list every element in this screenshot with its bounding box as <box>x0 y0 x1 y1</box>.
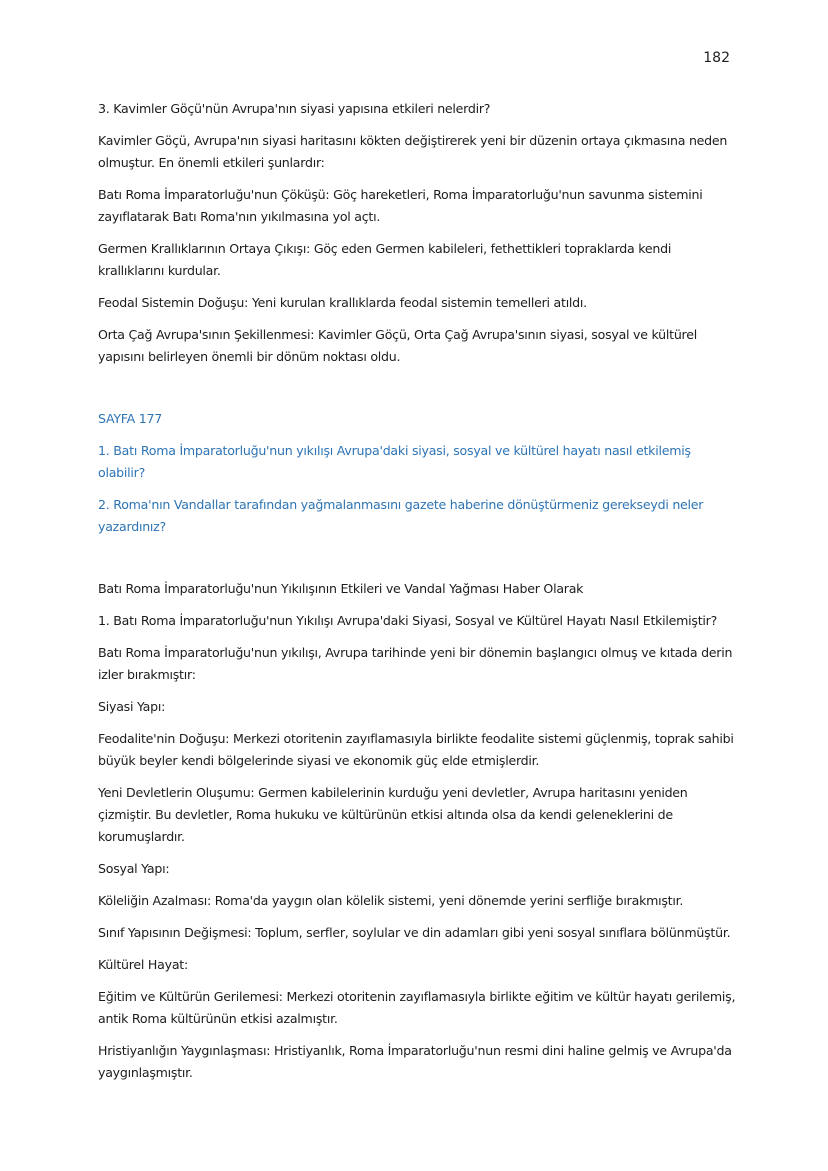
point-feodalite: Feodalite'nin Doğuşu: Merkezi otoritenin zayıflamasıyla birlikte feodalite sistemi güçlenmiş, toprak sahibi büyük beyler kendi bölgelerinde siyasi ve ekonomik güç elde etmişlerdir. <box>98 731 734 768</box>
point-bati-roma: Batı Roma İmparatorluğu'nun Çöküşü: Göç hareketleri, Roma İmparatorluğu'nun savunma sistemini zayıflatarak Batı Roma'nın yıkılmasına yol açtı. <box>98 187 703 224</box>
section-heading-sayfa: SAYFA 177 <box>98 411 163 426</box>
answer-title: Batı Roma İmparatorluğu'nun Yıkılışının Etkileri ve Vandal Yağması Haber Olarak <box>98 581 584 596</box>
point-hristiyanlik: Hristiyanlığın Yaygınlaşması: Hristiyanlık, Roma İmparatorluğu'nun resmi dini haline gelmiş ve Avrupa'da yaygınlaşmıştır. <box>98 1043 732 1080</box>
point-egitim: Eğitim ve Kültürün Gerilemesi: Merkezi otoritenin zayıflamasıyla birlikte eğitim ve kültür hayatı gerilemiş, antik Roma kültürünün etkisi azalmıştır. <box>98 989 736 1026</box>
answer-question-1: 1. Batı Roma İmparatorluğu'nun Yıkılışı Avrupa'daki Siyasi, Sosyal ve Kültürel Hayatı Nasıl Etkilemiştir? <box>98 613 718 628</box>
point-yeni-devletler: Yeni Devletlerin Oluşumu: Germen kabilelerinin kurduğu yeni devletler, Avrupa haritasını yeniden çizmiştir. Bu devletler, Roma hukuku ve kültürünün etkisi altında olsa da kendi geleneklerini de korumuşlardır. <box>98 785 688 844</box>
point-kolelik: Köleliğin Azalması: Roma'da yaygın olan kölelik sistemi, yeni dönemde yerini serfliğe bırakmıştır. <box>98 893 684 908</box>
question-3: 3. Kavimler Göçü'nün Avrupa'nın siyasi yapısına etkileri nelerdir? <box>98 101 491 116</box>
answer-intro-2: Batı Roma İmparatorluğu'nun yıkılışı, Avrupa tarihinde yeni bir dönemin başlangıcı olmuş ve kıtada derin izler bırakmıştır: <box>98 645 733 682</box>
page-content <box>98 98 738 1084</box>
point-sinif: Sınıf Yapısının Değişmesi: Toplum, serfler, soylular ve din adamları gibi yeni sosyal sınıflara bölünmüştür. <box>98 925 731 940</box>
blue-question-1: 1. Batı Roma İmparatorluğu'nun yıkılışı Avrupa'daki siyasi, sosyal ve kültürel hayatı nasıl etkilemiş olabilir? <box>98 443 691 480</box>
point-feodal: Feodal Sistemin Doğuşu: Yeni kurulan krallıklarda feodal sistemin temelleri atıldı. <box>98 295 587 310</box>
blue-question-2: 2. Roma'nın Vandallar tarafından yağmalanmasını gazete haberine dönüştürmeniz gerekseydi neler yazardınız? <box>98 497 704 534</box>
page-number: 182 <box>703 50 730 66</box>
answer-intro: Kavimler Göçü, Avrupa'nın siyasi haritasını kökten değiştirerek yeni bir düzenin ortaya çıkmasına neden olmuştur. En önemli etkileri şunlardır: <box>98 133 728 170</box>
heading-sosyal: Sosyal Yapı: <box>98 861 170 876</box>
heading-kulturel: Kültürel Hayat: <box>98 957 188 972</box>
heading-siyasi: Siyasi Yapı: <box>98 699 166 714</box>
point-germen: Germen Krallıklarının Ortaya Çıkışı: Göç eden Germen kabileleri, fethettikleri topraklarda kendi krallıklarını kurdular. <box>98 241 672 278</box>
point-orta-cag: Orta Çağ Avrupa'sının Şekillenmesi: Kavimler Göçü, Orta Çağ Avrupa'sının siyasi, sosyal ve kültürel yapısını belirleyen önemli bir dönüm noktası oldu. <box>98 327 697 364</box>
